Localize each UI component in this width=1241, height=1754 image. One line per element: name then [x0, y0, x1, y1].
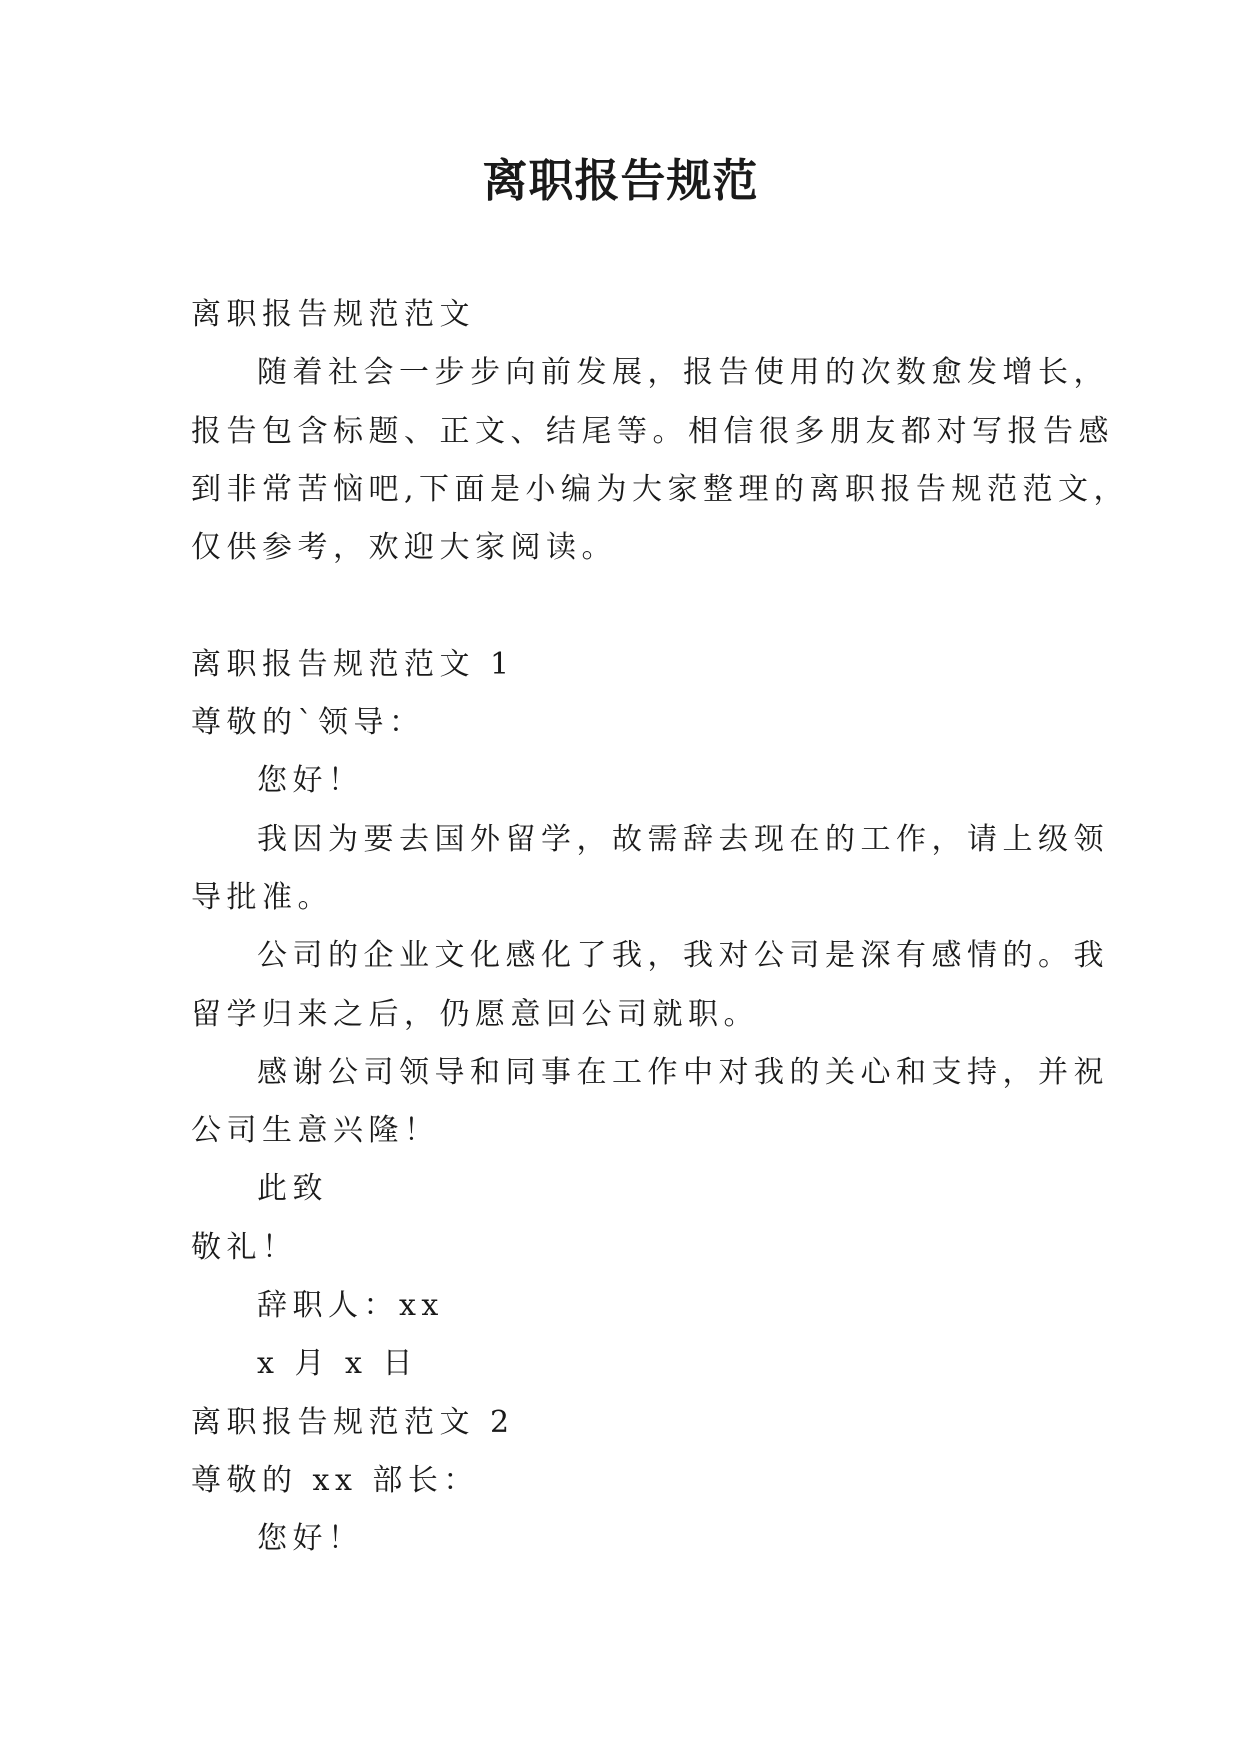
- closing: 敬礼！: [191, 1229, 298, 1265]
- paragraph-line: 公司生意兴隆！: [191, 1113, 440, 1149]
- paragraph-line: 留学归来之后，仍愿意回公司就职。: [191, 996, 759, 1032]
- paragraph-line: 随着社会一步步向前发展，报告使用的次数愈发增长，: [257, 355, 1109, 391]
- paragraph-line: 公司的企业文化感化了我，我对公司是深有感情的。我: [257, 938, 1109, 974]
- section-heading: 离职报告规范范文 2: [191, 1404, 515, 1440]
- paragraph-line: 报告包含标题、正文、结尾等。相信很多朋友都对写报告感: [191, 413, 1114, 449]
- paragraph-line: 导批准。: [191, 879, 333, 915]
- section-heading: 离职报告规范范文: [191, 297, 475, 332]
- closing: 此致: [257, 1171, 328, 1207]
- greeting: 您好！: [257, 763, 364, 799]
- paragraph-line: 仅供参考，欢迎大家阅读。: [191, 530, 617, 566]
- salutation: 尊敬的 xx 部长：: [191, 1462, 479, 1498]
- blank-line: [191, 577, 1061, 635]
- section-heading: 离职报告规范范文 1: [191, 646, 515, 682]
- greeting: 您好！: [257, 1521, 364, 1557]
- signature: 辞职人：xx: [257, 1288, 444, 1324]
- paragraph-line: 我因为要去国外留学，故需辞去现在的工作，请上级领: [257, 821, 1109, 857]
- document-body: [191, 286, 1130, 1569]
- salutation: 尊敬的`领导：: [191, 705, 425, 741]
- date-line: x 月 x 日: [257, 1346, 418, 1382]
- document-title: 离职报告规范: [482, 154, 759, 207]
- paragraph-line: 感谢公司领导和同事在工作中对我的关心和支持，并祝: [257, 1054, 1109, 1090]
- paragraph-line: 到非常苦恼吧,下面是小编为大家整理的离职报告规范范文，: [191, 471, 1130, 507]
